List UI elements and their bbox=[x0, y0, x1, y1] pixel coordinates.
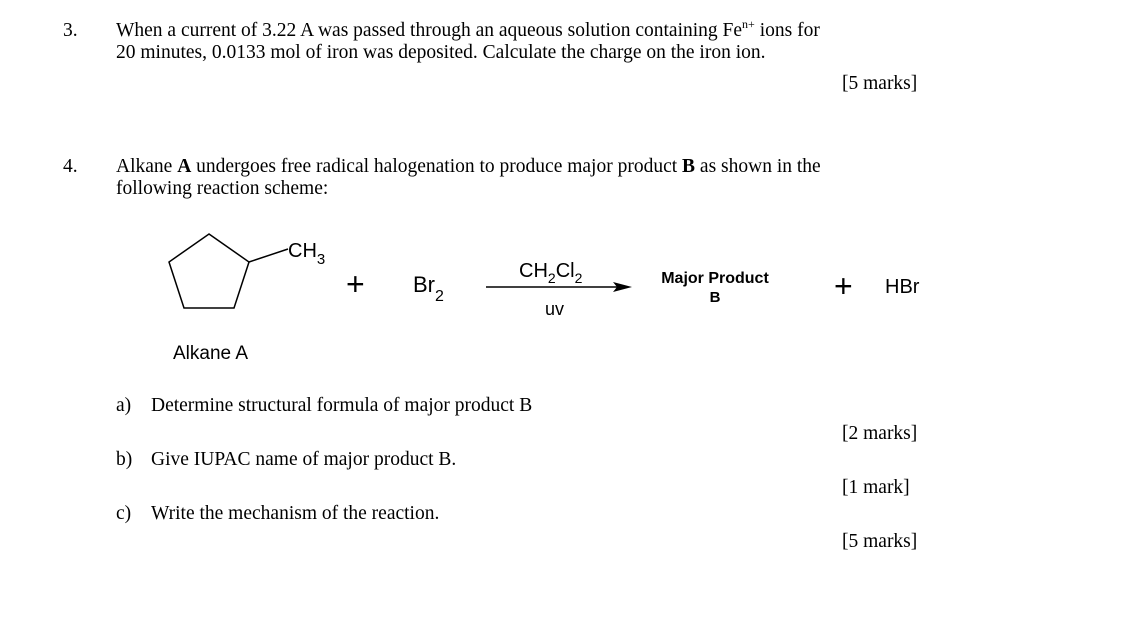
product-label-line1: Major Product bbox=[661, 270, 769, 287]
methyl-bond bbox=[249, 249, 288, 262]
q3-line1-text-a: When a current of 3.22 A was passed through an aqueous solution containing Fe bbox=[116, 20, 743, 41]
q4-line1-text-a: Alkane bbox=[116, 156, 178, 177]
part-a-label: a) bbox=[116, 395, 132, 416]
q3-line1-text-b: ions for bbox=[754, 20, 820, 41]
part-a-text: Determine structural formula of major product B bbox=[151, 395, 533, 416]
part-c-text: Write the mechanism of the reaction. bbox=[151, 503, 440, 524]
part-b-label: b) bbox=[116, 449, 133, 470]
q4-bold-b: B bbox=[682, 156, 696, 177]
condition-uv: uv bbox=[545, 299, 565, 319]
q4-bold-a: A bbox=[177, 156, 192, 177]
q4-line2: following reaction scheme: bbox=[116, 178, 329, 199]
part-a-marks: [2 marks] bbox=[842, 423, 918, 444]
q3-superscript-charge: n+ bbox=[742, 17, 755, 31]
alkane-a-label: Alkane A bbox=[173, 343, 248, 364]
hbr-product: HBr bbox=[885, 276, 920, 298]
methyl-label: $CH_3$ bbox=[288, 240, 326, 268]
cyclopentane-ring bbox=[169, 234, 249, 308]
plus-sign-1: + bbox=[346, 266, 365, 302]
bromine-reagent: $Br_2$ bbox=[413, 272, 444, 305]
q4-line1-text-c: as shown in the bbox=[695, 156, 821, 177]
plus-sign-2: + bbox=[834, 268, 853, 304]
q3-number: 3. bbox=[63, 20, 78, 41]
q4-line1-text-b: undergoes free radical halogenation to produce major product bbox=[191, 156, 683, 177]
product-label-line2: B bbox=[709, 289, 721, 306]
q4-number: 4. bbox=[63, 156, 78, 177]
q3-line2: 20 minutes, 0.0133 mol of iron was deposited. Calculate the charge on the iron ion. bbox=[116, 42, 766, 63]
part-c-marks: [5 marks] bbox=[842, 531, 918, 552]
solvent-label: $CH_2Cl_2$ bbox=[519, 260, 583, 286]
part-c-label: c) bbox=[116, 503, 132, 524]
part-b-text: Give IUPAC name of major product B. bbox=[151, 449, 457, 470]
part-b-marks: [1 mark] bbox=[842, 477, 910, 498]
q3-marks: [5 marks] bbox=[842, 73, 918, 94]
